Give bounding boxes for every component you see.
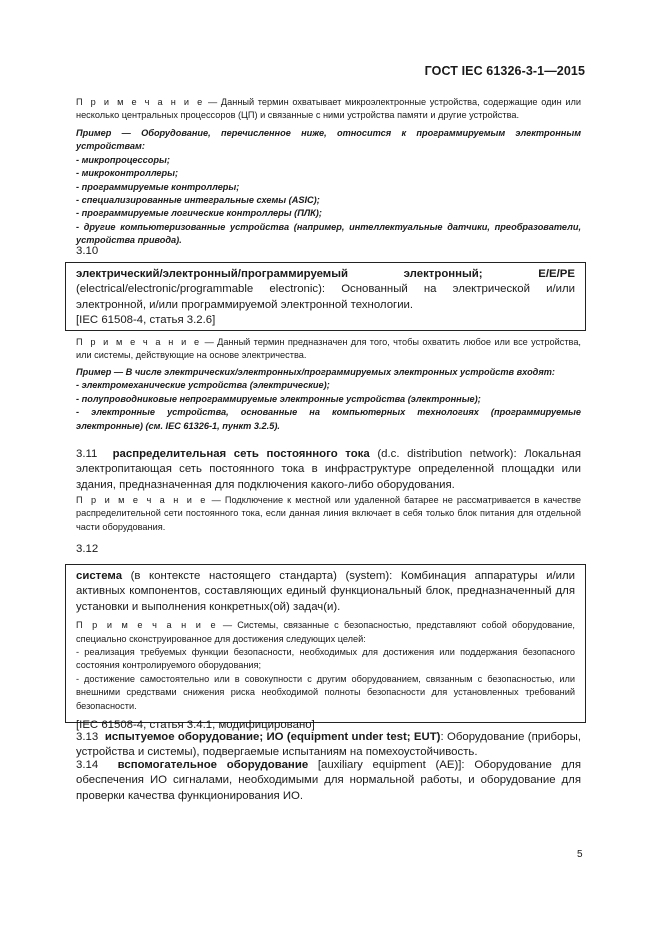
term: распределительная сеть постоянного тока [112, 448, 370, 460]
example-item: - микроконтроллеры; [76, 168, 179, 179]
section-number: 3.11 [76, 448, 98, 460]
section-3-14 [76, 758, 581, 804]
definition-box-3-10 [65, 262, 586, 331]
definition-text: (d.c. distribution network): Локальная электропитающая сеть постоянного тока в инфраструктуре определенной площадки или здания, предназначенная для подключения какого-либо оборудования. [76, 448, 581, 491]
definition-box-3-12 [65, 564, 586, 732]
section-3-11 [76, 447, 581, 493]
note-label: П р и м е ч а н и е [76, 495, 208, 505]
definition-text: : Оборудование (приборы, устройства и системы), подвергаемые испытаниям на помехоустойчивость. [76, 731, 581, 759]
example-2 [76, 366, 581, 433]
note-3 [76, 494, 581, 534]
example-item: - микропроцессоры; [76, 154, 170, 165]
note-label: П р и м е ч а н и е [76, 620, 218, 631]
section-number: 3.14 [76, 759, 99, 771]
example-item: - полупроводниковые непрограммируемые электронные устройства (электронные); [76, 393, 481, 404]
note-text: — Системы, связанные с безопасностью, представляют собой оборудование, специально сконструированное для достижения следующих целей: [76, 620, 575, 644]
example-item: - другие компьютеризованные устройства (например, интеллектуальные датчики, преобразователи, устройства привода). [76, 221, 581, 246]
example-intro: Пример — Оборудование, перечисленное ниже, относится к программируемым электронным устройствам: [76, 128, 581, 152]
source-reference: [IEC 61508-4, статья 3.4.1, модифицировано] [76, 719, 315, 732]
source-reference: [IEC 61508-4, статья 3.2.6] [76, 314, 216, 327]
note-text: — Данный термин предназначен для того, чтобы охватить любое или все устройства, или системы, действующие на основе электричества. [76, 337, 581, 361]
note-1 [76, 96, 581, 123]
term: система [76, 570, 123, 582]
note-2 [76, 336, 581, 363]
definition-text: (electrical/electronic/programmable electronic): Основанный на электрической и/или электронной, и/или программируемой электронной технологии. [76, 283, 575, 311]
section-number-3-12: 3.12 [76, 543, 99, 555]
example-item: - специализированные интегральные схемы (ASIC); [76, 195, 320, 206]
example-1 [76, 127, 581, 248]
term: вспомогательное оборудование [117, 759, 309, 771]
document-header: ГОСТ IEC 61326-3-1—2015 [424, 64, 585, 78]
note-label: П р и м е ч а н и е [76, 97, 205, 107]
example-item: - электромеханические устройства (электрические); [76, 380, 330, 391]
section-number-3-10: 3.10 [76, 245, 99, 257]
term: электрический/электронный/программируемый электронный; E/E/PE [76, 268, 575, 280]
definition-text: [auxiliary equipment (AE)]: Оборудование для обеспечения ИО сигналами, необходимыми для нормальной работы, и оборудование для проверки качества функционирования ИО. [76, 759, 581, 802]
example-item: - электронные устройства, основанные на компьютерных технологиях (программируемые электронные) (см. IEC 61326-1, пункт 3.2.5). [76, 407, 581, 431]
note-label: П р и м е ч а н и е [76, 337, 202, 347]
example-intro: Пример — В числе электрических/электронных/программируемых электронных устройств входят: [76, 367, 555, 377]
term: испытуемое оборудование; ИО (equipment under test; EUT) [104, 731, 441, 743]
definition-3-12 [76, 569, 575, 615]
page-number: 5 [577, 849, 583, 860]
example-item: - программируемые контроллеры; [76, 181, 240, 192]
box-note-item: - достижение самостоятельно или в совокупности с другим оборудованием, связанным с безопасностью, или внешними средствами снижения риска необходимой полноты безопасности для установленных требований безопасности. [76, 673, 575, 711]
section-3-13 [76, 730, 581, 761]
definition-text: (в контексте настоящего стандарта) (system): Комбинация аппаратуры и/или активных компонентов, составляющих единый функциональный блок, предназначенный для установки и выполнения конкретных(ой) задач(и). [76, 570, 575, 613]
note-text: — Подключение к местной или удаленной батарее не рассматривается в качестве распределительной сети постоянного тока, если данная линия включает в себя только блок питания для отдельной части оборудования. [76, 495, 581, 532]
section-number: 3.13 [76, 731, 99, 743]
box-note [76, 619, 575, 646]
definition-3-10 [76, 267, 575, 313]
example-item: - программируемые логические контроллеры (ПЛК); [76, 208, 322, 219]
note-text: — Данный термин охватывает микроэлектронные устройства, содержащие один или несколько центральных процессоров (ЦП) и связанные с ними устройства памяти и другие устройства. [76, 97, 581, 121]
box-note-item: - реализация требуемых функции безопасности, необходимых для достижения или поддержания безопасного состояния контролируемого оборудования; [76, 647, 575, 671]
